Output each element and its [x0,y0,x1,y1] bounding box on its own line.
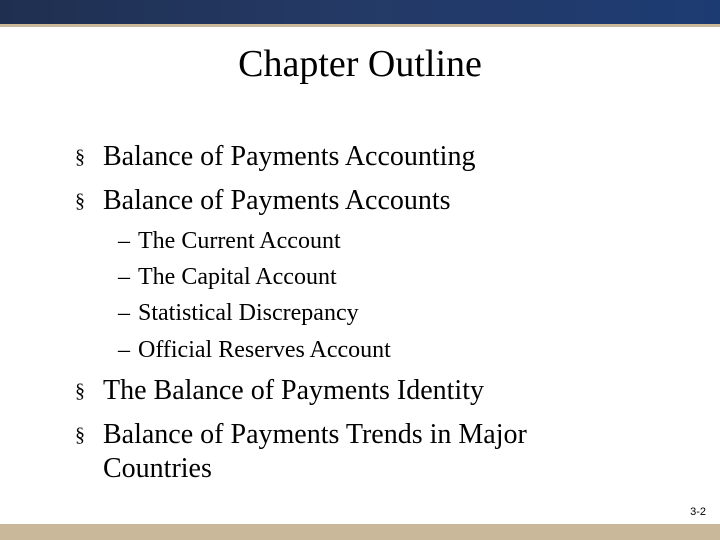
bullet-icon: § [75,380,85,402]
dash-icon: – [118,337,130,363]
dash-icon: – [118,264,130,290]
outline-subitem-text: Official Reserves Account [138,337,391,363]
dash-icon: – [118,300,130,326]
title-rule [0,24,720,27]
outline-item-text: Countries [103,453,212,484]
slide-number: 3-2 [690,506,706,518]
outline-subitem-text: Statistical Discrepancy [138,300,359,326]
outline-item-text: The Balance of Payments Identity [103,375,484,406]
bullet-icon: § [75,190,85,212]
bullet-icon: § [75,146,85,168]
bottom-band [0,524,720,540]
dash-icon: – [118,228,130,254]
outline-item-text: Balance of Payments Accounts [103,185,451,216]
bullet-icon: § [75,424,85,446]
outline-subitem-text: The Current Account [138,228,341,254]
outline-item-text: Balance of Payments Accounting [103,141,476,172]
outline-subitem-text: The Capital Account [138,264,337,290]
slide-title: Chapter Outline [238,43,482,85]
outline-item-text: Balance of Payments Trends in Major [103,419,527,450]
top-band [0,0,720,24]
